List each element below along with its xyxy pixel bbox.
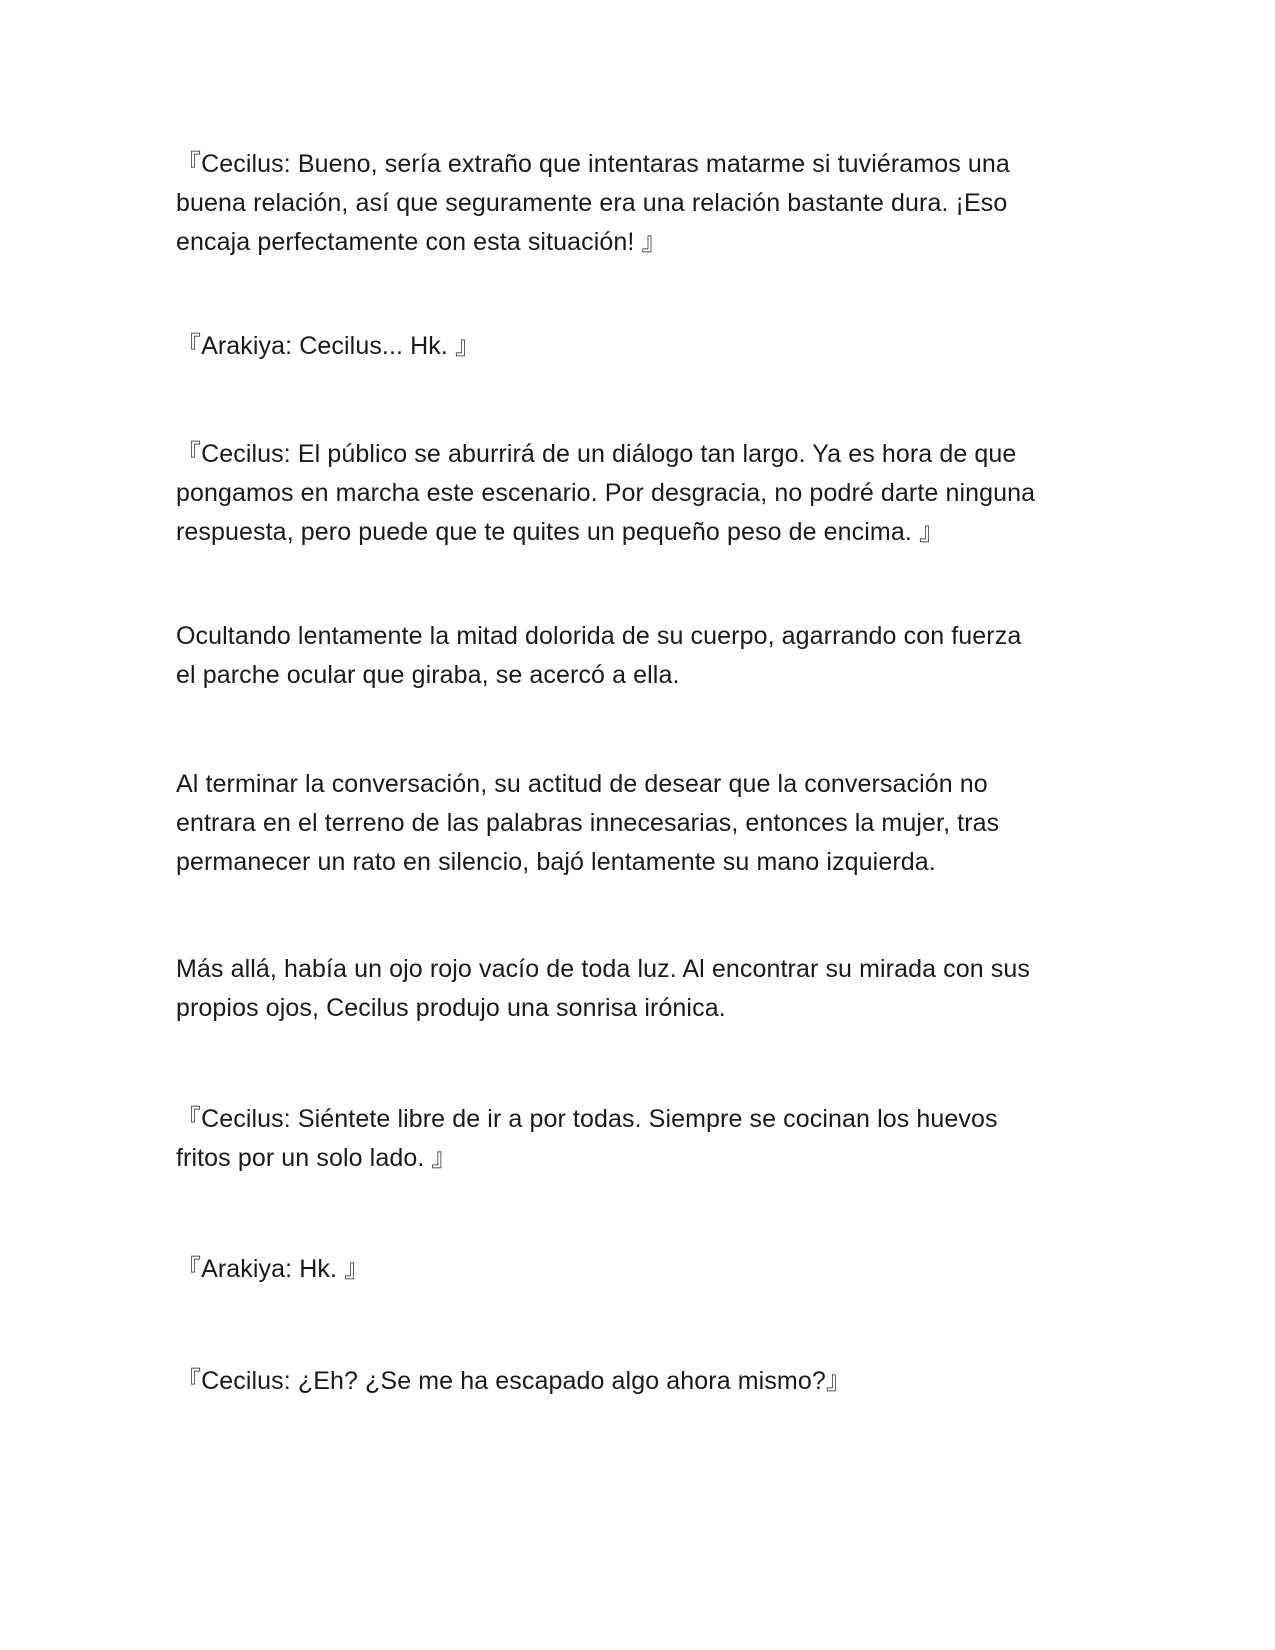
text-line: propios ojos, Cecilus produjo una sonrisa irónica. bbox=[176, 994, 726, 1022]
text-line: Ocultando lentamente la mitad dolorida de su cuerpo, agarrando con fuerza bbox=[176, 622, 1022, 650]
text-line: 『Cecilus: ¿Eh? ¿Se me ha escapado algo ahora mismo?』 bbox=[176, 1367, 851, 1395]
paragraph-1 bbox=[176, 145, 1096, 262]
text-line: buena relación, así que seguramente era una relación bastante dura. ¡Eso bbox=[176, 189, 1008, 217]
text-line: 『Arakiya: Cecilus... Hk. 』 bbox=[176, 332, 481, 360]
paragraph-6 bbox=[176, 950, 1096, 1028]
text-line: permanecer un rato en silencio, bajó lentamente su mano izquierda. bbox=[176, 848, 936, 876]
text-line: pongamos en marcha este escenario. Por desgracia, no podré darte ninguna bbox=[176, 479, 1036, 507]
paragraph-8 bbox=[176, 1250, 1096, 1289]
text-line: Al terminar la conversación, su actitud de desear que la conversación no bbox=[176, 770, 988, 798]
text-line: el parche ocular que giraba, se acercó a ella. bbox=[176, 661, 680, 689]
text-line: Más allá, había un ojo rojo vacío de toda luz. Al encontrar su mirada con sus bbox=[176, 955, 1031, 983]
text-line: encaja perfectamente con esta situación! 』 bbox=[176, 228, 667, 256]
paragraph-9 bbox=[176, 1362, 1096, 1401]
text-line: 『Arakiya: Hk. 』 bbox=[176, 1255, 370, 1283]
text-line: 『Cecilus: El público se aburrirá de un diálogo tan largo. Ya es hora de que bbox=[176, 440, 1017, 468]
text-line: entrara en el terreno de las palabras innecesarias, entonces la mujer, tras bbox=[176, 809, 1000, 837]
text-line: fritos por un solo lado. 』 bbox=[176, 1144, 457, 1172]
paragraph-7 bbox=[176, 1100, 1096, 1178]
text-line: 『Cecilus: Bueno, sería extraño que intentaras matarme si tuviéramos una bbox=[176, 150, 1010, 178]
paragraph-3 bbox=[176, 435, 1096, 552]
text-line: respuesta, pero puede que te quites un pequeño peso de encima. 』 bbox=[176, 518, 945, 546]
paragraph-5 bbox=[176, 765, 1096, 882]
paragraph-2 bbox=[176, 327, 1096, 366]
paragraph-4 bbox=[176, 617, 1096, 695]
text-line: 『Cecilus: Siéntete libre de ir a por todas. Siempre se cocinan los huevos bbox=[176, 1105, 998, 1133]
